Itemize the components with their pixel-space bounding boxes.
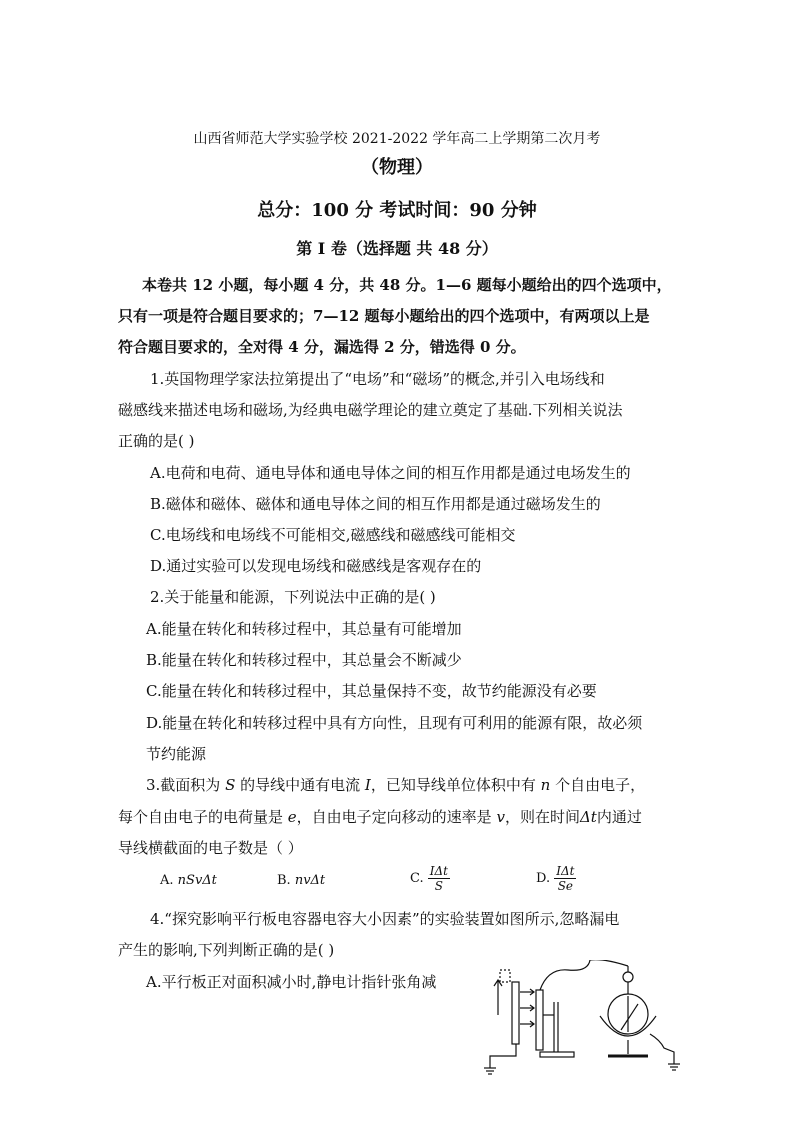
q3-option-c: C. $\frac{\text{IΔt}}{S}$ [410, 864, 448, 893]
right-plate [536, 990, 543, 1050]
q3-stem-line-2: 每个自由电子的电荷量是 e，自由电子定向移动的速率是 v，则在时间Δt内通过 [118, 808, 642, 826]
q3-option-a: A. nSvΔt [160, 873, 217, 888]
volume-title: 第 I 卷（选择题 共 48 分） [296, 239, 498, 258]
q1-option-c: C.电场线和电场线不可能相交,磁感线和磁感线可能相交 [150, 526, 516, 544]
q3-stem-line-3: 导线横截面的电子数是（ ） [118, 839, 303, 857]
q1-option-a: A.电荷和电荷、通电导体和通电导体之间的相互作用都是通过电场发生的 [150, 464, 631, 482]
score-and-time: 总分：100 分 考试时间：90 分钟 [257, 200, 537, 221]
instructions-line-2: 只有一项是符合题目要求的；7—12 题每小题给出的四个选项中，有两项以上是 [118, 307, 650, 325]
q2-option-d-line-1: D.能量在转化和转移过程中具有方向性，且现有可利用的能源有限，故必须 [146, 714, 643, 732]
q4-option-a: A.平行板正对面积减小时,静电计指针张角减 [146, 973, 437, 991]
subject-title: （物理） [361, 157, 433, 178]
dashed-plate-outline [500, 970, 510, 982]
q2-stem: 2.关于能量和能源，下列说法中正确的是( ) [150, 588, 436, 606]
q1-stem-line-1: 1.英国物理学家法拉第提出了“电场”和“磁场”的概念,并引入电场线和 [150, 370, 605, 388]
q4-stem-line-1: 4.“探究影响平行板电容器电容大小因素”的实验装置如图所示,忽略漏电 [150, 910, 620, 928]
q3-stem-line-1: 3.截面积为 S 的导线中通有电流 I，已知导线单位体积中有 n 个自由电子， [146, 776, 646, 794]
school-exam-title: 山西省师范大学实验学校 2021-2022 学年高二上学期第二次月考 [193, 131, 601, 147]
capacitor-electrometer-diagram [478, 960, 688, 1080]
plate-stand-base [540, 1052, 574, 1057]
q2-option-d-line-2: 节约能源 [146, 745, 207, 763]
q2-option-c: C.能量在转化和转移过程中，其总量保持不变，故节约能源没有必要 [146, 682, 597, 700]
q1-stem-line-3: 正确的是( ) [118, 432, 195, 450]
q2-option-a: A.能量在转化和转移过程中，其总量有可能增加 [146, 620, 462, 638]
left-plate [512, 982, 519, 1044]
q1-stem-line-2: 磁感线来描述电场和磁场,为经典电磁学理论的建立奠定了基础.下列相关说法 [118, 401, 623, 419]
q1-option-b: B.磁体和磁体、磁体和通电导体之间的相互作用都是通过磁场发生的 [150, 495, 601, 513]
q4-stem-line-2: 产生的影响,下列判断正确的是( ) [118, 941, 335, 959]
q3-option-d: D. $\frac{\text{IΔt}}{Se}$ [536, 864, 575, 893]
q2-option-b: B.能量在转化和转移过程中，其总量会不断减少 [146, 651, 462, 669]
instructions-line-3: 符合题目要求的，全对得 4 分，漏选得 2 分，错选得 0 分。 [118, 338, 526, 356]
q1-option-d: D.通过实验可以发现电场线和磁感线是客观存在的 [150, 557, 482, 575]
electrometer-knob [623, 972, 633, 982]
q3-option-b: B. nvΔt [277, 873, 326, 888]
instructions-line-1: 本卷共 12 小题，每小题 4 分，共 48 分。1—6 题每小题给出的四个选项中， [142, 276, 672, 294]
